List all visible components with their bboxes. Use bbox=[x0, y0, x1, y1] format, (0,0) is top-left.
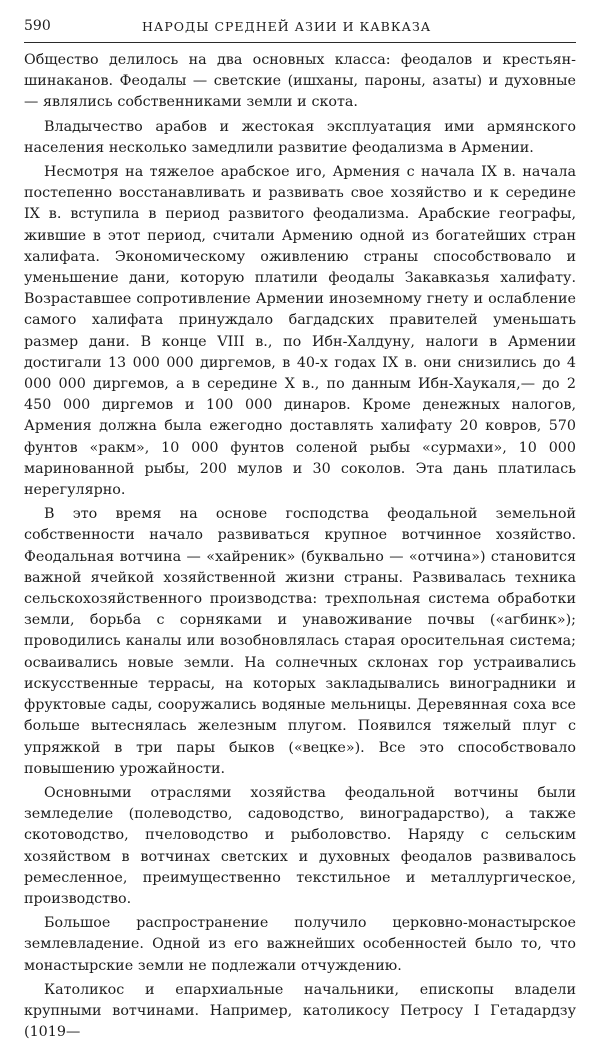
paragraph-2: Владычество арабов и жестокая эксплуатация ими армянского населения несколько замедлили развитие феодализма в Армении. bbox=[24, 118, 576, 156]
paragraph-1: Общество делилось на два основных класса: феодалов и крестьян-шинаканов. Феодалы — светские (ишханы, пароны, азаты) и духовные — являлись собственниками земли и скота. bbox=[24, 52, 576, 111]
running-title: НАРОДЫ СРЕДНЕЙ АЗИИ И КАВКАЗА bbox=[142, 19, 432, 34]
page-number: 590 bbox=[24, 18, 51, 34]
page-header bbox=[24, 14, 576, 38]
paragraph-7: Католикос и епархиальные начальники, епископы владели крупными вотчинами. Например, католикосу Петросу I Гетадардзу (1019— bbox=[24, 981, 576, 1041]
page-body bbox=[24, 50, 576, 1043]
paragraph-3: Несмотря на тяжелое арабское иго, Армения с начала IX в. начала постепенно восстанавливать и развивать свое хозяйство и к середине IX в. вступила в период развитого феодализма. Арабские географы, жившие в этот период, считали Армению одной из богатейших стран халифата. Экономическому оживлению страны способствовало и уменьшение дани, которую платили феодалы Закавказья халифату. Возраставшее сопротивление Армении иноземному гнету и ослабление самого халифата принуждало багдадских правителей уменьшать размер дани. В конце VIII в., по Ибн-Халдуну, налоги в Армении достигали 13 000 000 диргемов, в 40-х годах IX в. они снизились до 4 000 000 диргемов, а в середине X в., по данным Ибн-Хаукаля,— до 2 450 000 диргемов и 100 000 динаров. Кроме денежных налогов, Армения должна была ежегодно доставлять халифату 20 ковров, 570 фунтов «ракм», 10 000 фунтов соленой рыбы «сурмахи», 10 000 маринованной рыбы, 200 мулов и 30 соколов. Эта дань платилась нерегулярно. bbox=[24, 164, 576, 499]
paragraph-4: В это время на основе господства феодальной земельной собственности начало развиваться крупное вотчинное хозяйство. Феодальная вотчина — «хайреник» (буквально — «отчина») становится важной ячейкой хозяйственной жизни страны. Развивалась техника сельскохозяйственного производства: трехпольная система обработки земли, борьба с сорняками и унавоживание почвы («агбинк»); проводились каналы или возобновлялась старая оросительная система; осваивались новые земли. На солнечных склонах гор устраивались искусственные террасы, на которых закладывались виноградники и фруктовые сады, сооружались водяные мельницы. Деревянная соха все больше вытеснялась железным плугом. Появился тяжелый плуг с упряжкой в три пары быков («вецке»). Все это способствовало повышению урожайности. bbox=[24, 506, 576, 777]
paragraph-6: Большое распространение получило церковно-монастырское землевладение. Одной из его важнейших особенностей было то, что монастырские земли не подлежали отчуждению. bbox=[24, 915, 576, 974]
header-rule bbox=[24, 42, 576, 43]
paragraph-5: Основными отраслями хозяйства феодальной вотчины были земледелие (полеводство, садоводство, виноградарство), а также скотоводство, пчеловодство и рыболовство. Наряду с сельским хозяйством в вотчинах светских и духовных феодалов развивалось ремесленное, преимущественно текстильное и металлургическое, производство. bbox=[24, 784, 576, 907]
